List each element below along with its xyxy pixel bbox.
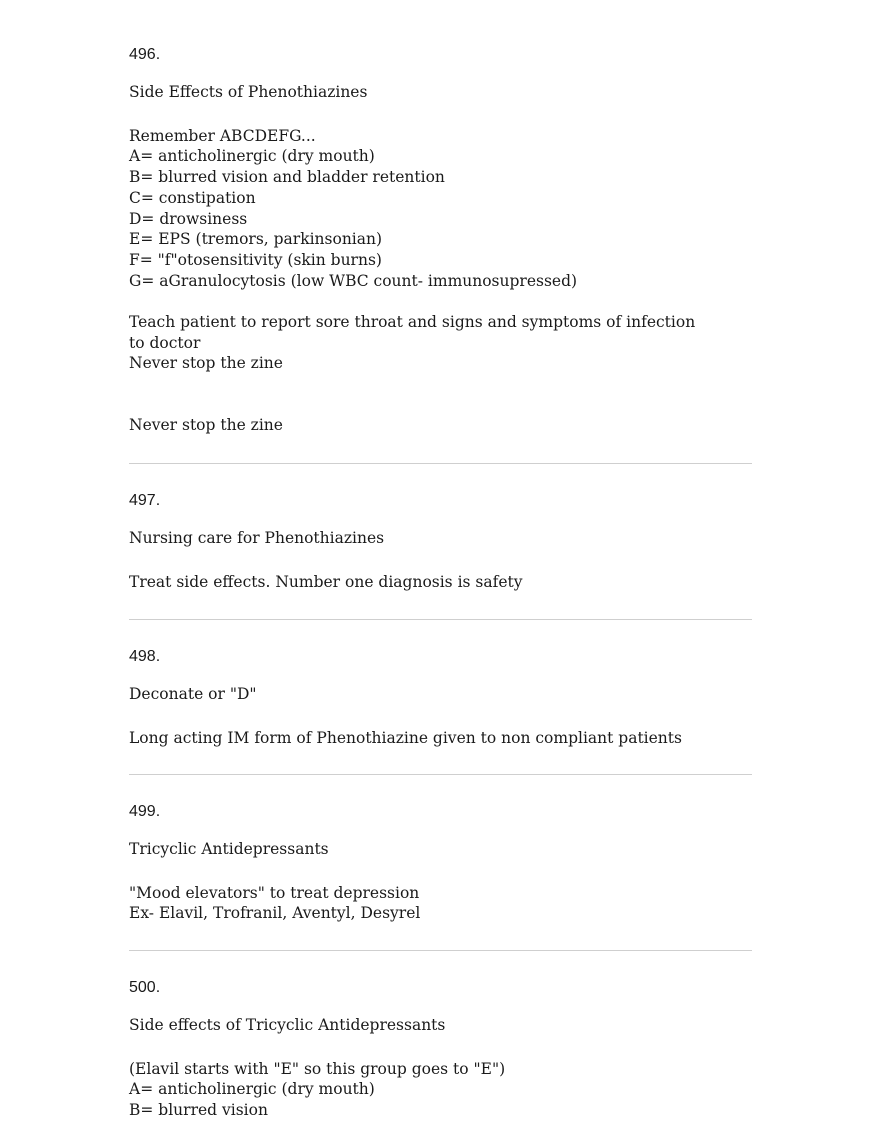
card-divider [129, 774, 752, 775]
definition-line: C= constipation [129, 188, 256, 207]
card-definition [129, 1059, 752, 1121]
definition-line: Never stop the zine [129, 354, 283, 373]
card-extra-note: Never stop the zine [129, 416, 283, 435]
definition-line: B= blurred vision [129, 1101, 268, 1120]
card-497 [129, 491, 752, 592]
definition-line [129, 291, 752, 312]
card-term: Side effects of Tricyclic Antidepressants [129, 1016, 446, 1034]
definition-line: Ex- Elavil, Trofranil, Aventyl, Desyrel [129, 904, 421, 923]
card-number: 497. [129, 492, 161, 509]
card-definition [129, 728, 752, 749]
definition-line: F= "f"otosensitivity (skin burns) [129, 250, 382, 269]
definition-line: G= aGranulocytosis (low WBC count- immunosupressed) [129, 271, 578, 290]
card-definition [129, 126, 752, 374]
card-number: 500. [129, 979, 161, 996]
definition-line: to doctor [129, 333, 201, 352]
definition-line: (Elavil starts with "E" so this group goes to "E") [129, 1059, 506, 1078]
definition-line: A= anticholinergic (dry mouth) [129, 147, 375, 166]
definition-line: Long acting IM form of Phenothiazine given to non compliant patients [129, 728, 682, 747]
card-499 [129, 802, 752, 924]
definition-line: D= drowsiness [129, 209, 248, 228]
card-number: 496. [129, 46, 161, 63]
card-term: Side Effects of Phenothiazines [129, 83, 368, 101]
card-498 [129, 647, 752, 748]
card-500 [129, 978, 752, 1121]
card-term: Deconate or "D" [129, 685, 257, 703]
card-definition [129, 572, 752, 593]
card-divider [129, 463, 752, 464]
card-number: 498. [129, 648, 161, 665]
card-496 [129, 45, 752, 436]
card-term: Tricyclic Antidepressants [129, 840, 329, 858]
card-definition [129, 883, 752, 924]
definition-line: Remember ABCDEFG... [129, 126, 316, 145]
card-divider [129, 619, 752, 620]
card-number: 499. [129, 803, 161, 820]
definition-line: Teach patient to report sore throat and signs and symptoms of infection [129, 313, 696, 332]
card-term: Nursing care for Phenothiazines [129, 529, 385, 547]
definition-line: "Mood elevators" to treat depression [129, 883, 420, 902]
card-divider [129, 950, 752, 951]
definition-line: E= EPS (tremors, parkinsonian) [129, 230, 383, 249]
definition-line: B= blurred vision and bladder retention [129, 168, 445, 187]
definition-line: A= anticholinergic (dry mouth) [129, 1080, 375, 1099]
definition-line: Treat side effects. Number one diagnosis is safety [129, 572, 523, 591]
